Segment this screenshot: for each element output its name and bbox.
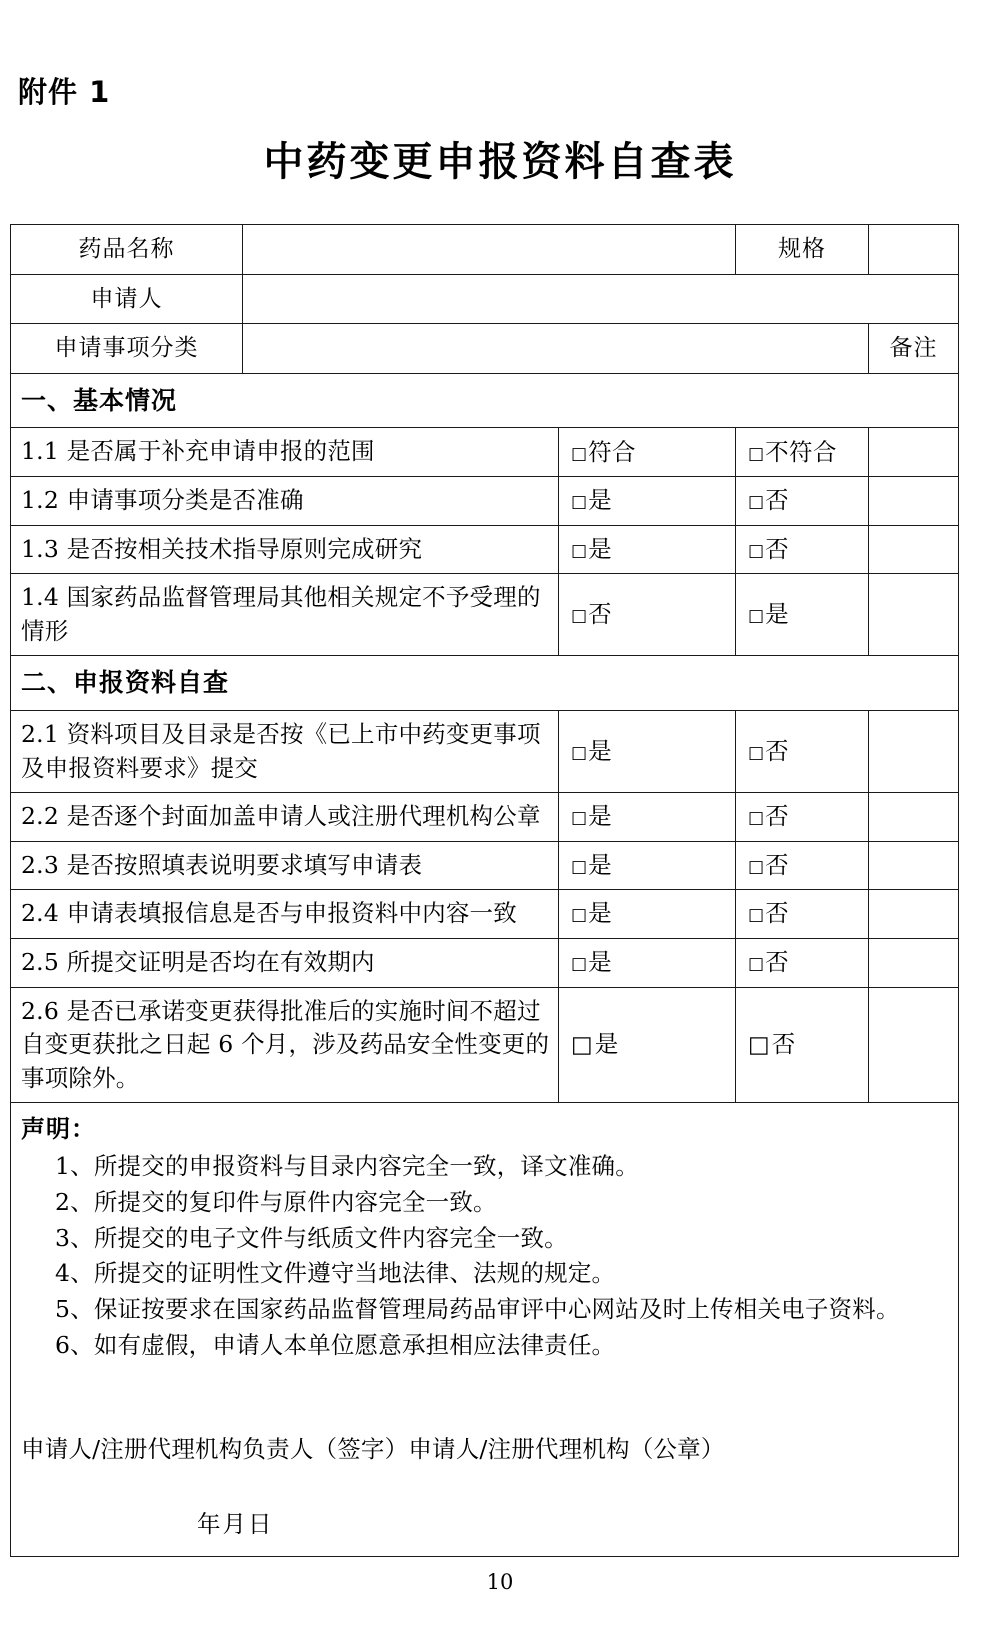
remark-cell-2-6[interactable] (869, 987, 959, 1103)
checkbox-icon[interactable]: □ (748, 540, 766, 561)
spec-value (869, 227, 958, 272)
option-b-cell-2-6[interactable] (736, 987, 869, 1103)
remark-value (869, 795, 958, 840)
option-b-label: 不符合 (765, 437, 838, 466)
question-text: 2.4 申请表填报信息是否与申报资料中内容一致 (21, 899, 517, 928)
applicant-value (243, 277, 958, 322)
table-row-question (11, 525, 959, 574)
table-row-question (11, 938, 959, 987)
option-b-label: 否 (765, 486, 790, 515)
option-a-cell-2-3[interactable] (559, 841, 736, 890)
remark-value (869, 940, 958, 985)
checkbox-icon[interactable]: □ (748, 606, 766, 627)
option-a (559, 477, 735, 524)
declaration-title: 声明： (21, 1115, 96, 1144)
question-text: 1.3 是否按相关技术指导原则完成研究 (21, 534, 423, 563)
option-a-label: 是 (588, 948, 613, 977)
option-b-cell-2-3[interactable] (736, 841, 869, 890)
drug-name-label-cell (11, 225, 243, 275)
question-text: 2.1 资料项目及目录是否按《已上市中药变更事项及申报资料要求》提交 (21, 719, 541, 782)
option-b (736, 939, 868, 986)
remark-value (869, 843, 958, 888)
question-cell-2-1 (11, 710, 559, 792)
option-a-label: 是 (588, 736, 613, 765)
option-a (559, 429, 735, 476)
remark-header-cell (869, 324, 959, 374)
option-a-label: 是 (588, 850, 613, 879)
table-row-question (11, 477, 959, 526)
remark-value (869, 527, 958, 572)
category-value (243, 326, 868, 371)
category-label-cell (11, 324, 243, 374)
checkbox-icon[interactable]: □ (571, 856, 589, 877)
declaration-item: 2、所提交的复印件与原件内容完全一致。 (55, 1188, 497, 1216)
signature-line[interactable]: 申请人/注册代理机构负责人（签字）申请人/注册代理机构（公章） (21, 1434, 725, 1463)
self-inspection-form-table (10, 224, 959, 1557)
drug-name-value-cell[interactable] (243, 225, 736, 275)
declaration-list (21, 1149, 948, 1363)
page-title: 中药变更申报资料自查表 (263, 138, 737, 185)
option-a (559, 793, 735, 840)
option-b-label: 否 (765, 948, 790, 977)
option-a-cell-1-2[interactable] (559, 477, 736, 526)
table-row-question (11, 710, 959, 792)
table-row-question (11, 890, 959, 939)
drug-name-value (243, 227, 735, 272)
applicant-label-cell (11, 274, 243, 324)
attachment-label: 附件 1 (18, 75, 111, 109)
signature-spacer (21, 1364, 948, 1426)
option-b-cell-2-4[interactable] (736, 890, 869, 939)
category-value-cell[interactable] (243, 324, 869, 374)
declaration-item: 5、保证按要求在国家药品监督管理局药品审评中心网站及时上传相关电子资料。 (55, 1295, 900, 1324)
page-number: 10 (486, 1570, 514, 1594)
option-a (559, 1021, 735, 1069)
remark-cell-2-3[interactable] (869, 841, 959, 890)
option-a (559, 842, 735, 889)
option-a-cell-2-2[interactable] (559, 793, 736, 842)
option-b-label: 否 (765, 899, 790, 928)
option-a-cell-2-4[interactable] (559, 890, 736, 939)
table-row-question (11, 841, 959, 890)
option-b-label: 否 (771, 1030, 796, 1059)
option-b (736, 890, 868, 937)
option-b (736, 728, 868, 775)
option-a-label: 是 (588, 899, 613, 928)
declaration-block (11, 1103, 958, 1556)
option-b (736, 842, 868, 889)
category-label: 申请事项分类 (54, 335, 199, 362)
option-b (736, 591, 868, 638)
remark-cell-2-2[interactable] (869, 793, 959, 842)
option-a-cell-2-6[interactable] (559, 987, 736, 1103)
drug-name-label: 药品名称 (78, 236, 175, 262)
remark-cell-1-4[interactable] (869, 574, 959, 656)
option-b-label: 否 (765, 534, 790, 563)
question-cell-2-5 (11, 938, 559, 987)
question-cell-2-6 (11, 987, 559, 1103)
section-2-heading-cell (11, 656, 959, 711)
checkbox-icon[interactable]: □ (571, 492, 589, 513)
table-row-drug-name (11, 225, 959, 275)
option-b-cell-1-4[interactable] (736, 574, 869, 656)
remark-value (869, 593, 958, 638)
option-b-cell-2-2[interactable] (736, 793, 869, 842)
checkbox-icon[interactable]: □ (748, 1032, 772, 1059)
option-b-cell-1-1[interactable] (736, 428, 869, 477)
remark-value (869, 430, 958, 475)
option-a-cell-2-1[interactable] (559, 710, 736, 792)
option-a (559, 526, 735, 573)
declaration-item: 6、如有虚假，申请人本单位愿意承担相应法律责任。 (55, 1330, 616, 1359)
option-b (736, 477, 868, 524)
option-a-cell-2-5[interactable] (559, 938, 736, 987)
section-1-heading: 一、基本情况 (21, 385, 178, 415)
remark-value (869, 729, 958, 774)
question-cell-1-2 (11, 477, 559, 526)
option-a-label: 否 (588, 600, 613, 629)
option-a-label: 符合 (588, 437, 637, 466)
option-b-label: 否 (765, 850, 790, 879)
table-row-question (11, 793, 959, 842)
checkbox-icon[interactable]: □ (748, 808, 766, 829)
checkbox-icon[interactable]: □ (748, 742, 766, 763)
checkbox-icon[interactable]: □ (571, 443, 589, 464)
question-text: 1.2 申请事项分类是否准确 (21, 486, 304, 515)
section-heading-row-2 (11, 656, 959, 711)
option-b-label: 否 (765, 736, 790, 765)
checkbox-icon[interactable]: □ (571, 742, 589, 763)
section-heading-row-1 (11, 373, 959, 428)
option-a (559, 890, 735, 937)
option-a-cell-1-1[interactable] (559, 428, 736, 477)
option-b-cell-2-5[interactable] (736, 938, 869, 987)
option-b (736, 793, 868, 840)
option-b-cell-2-1[interactable] (736, 710, 869, 792)
option-b (736, 429, 868, 476)
checkbox-icon[interactable]: □ (571, 1032, 595, 1059)
remark-cell-2-4[interactable] (869, 890, 959, 939)
table-row-category (11, 324, 959, 374)
date-line[interactable]: 年月日 (197, 1509, 274, 1538)
option-a-label: 是 (594, 1030, 619, 1059)
remark-cell-1-2[interactable] (869, 477, 959, 526)
checkbox-icon[interactable]: □ (748, 954, 766, 975)
table-row-applicant (11, 274, 959, 324)
option-b-label: 是 (765, 600, 790, 629)
option-a-cell-1-4[interactable] (559, 574, 736, 656)
option-b (736, 526, 868, 573)
question-text: 1.4 国家药品监督管理局其他相关规定不予受理的情形 (21, 583, 541, 645)
spec-label: 规格 (778, 236, 826, 262)
spec-value-cell[interactable] (869, 225, 959, 275)
checkbox-icon[interactable]: □ (571, 954, 589, 975)
question-cell-1-4 (11, 574, 559, 656)
table-row-question (11, 987, 959, 1103)
section-1-heading-cell (11, 373, 959, 428)
question-text: 2.3 是否按照填表说明要求填写申请表 (21, 850, 423, 879)
spec-label-cell (736, 225, 869, 275)
remark-cell-1-3[interactable] (869, 525, 959, 574)
option-a-label: 是 (588, 534, 613, 563)
remark-value (869, 1023, 958, 1068)
checkbox-icon[interactable]: □ (748, 492, 766, 513)
option-a-label: 是 (588, 802, 613, 831)
checkbox-icon[interactable]: □ (571, 606, 589, 627)
remark-cell-1-1[interactable] (869, 428, 959, 477)
question-cell-2-2 (11, 793, 559, 842)
question-text: 1.1 是否属于补充申请申报的范围 (21, 437, 375, 466)
remark-cell-2-1[interactable] (869, 710, 959, 792)
checkbox-icon[interactable]: □ (748, 856, 766, 877)
checkbox-icon[interactable]: □ (571, 808, 589, 829)
checkbox-icon[interactable]: □ (571, 905, 589, 926)
option-b-label: 否 (765, 802, 790, 831)
declaration-row (11, 1103, 959, 1557)
option-a (559, 939, 735, 986)
applicant-value-cell[interactable] (243, 274, 959, 324)
question-text: 2.2 是否逐个封面加盖申请人或注册代理机构公章 (21, 802, 541, 831)
remark-cell-2-5[interactable] (869, 938, 959, 987)
applicant-label: 申请人 (90, 285, 163, 312)
table-row-question (11, 574, 959, 656)
question-text: 2.5 所提交证明是否均在有效期内 (21, 947, 375, 976)
option-a-cell-1-3[interactable] (559, 525, 736, 574)
declaration-item: 3、所提交的电子文件与纸质文件内容完全一致。 (55, 1223, 568, 1252)
option-b-cell-1-3[interactable] (736, 525, 869, 574)
remark-label: 备注 (889, 335, 938, 362)
checkbox-icon[interactable]: □ (748, 905, 766, 926)
option-a (559, 591, 735, 638)
question-cell-1-3 (11, 525, 559, 574)
option-a-label: 是 (588, 486, 613, 515)
question-cell-2-4 (11, 890, 559, 939)
remark-value (869, 892, 958, 937)
remark-value (869, 479, 958, 524)
declaration-cell (11, 1103, 959, 1557)
question-text: 2.6 是否已承诺变更获得批准后的实施时间不超过自变更获批之日起 6 个月，涉及药品安全性变更的事项除外。 (21, 996, 550, 1092)
option-b (736, 1021, 868, 1069)
question-cell-2-3 (11, 841, 559, 890)
section-2-heading: 二、申报资料自查 (21, 668, 230, 698)
checkbox-icon[interactable]: □ (748, 443, 766, 464)
declaration-item: 1、所提交的申报资料与目录内容完全一致，译文准确。 (55, 1152, 639, 1181)
checkbox-icon[interactable]: □ (571, 540, 589, 561)
option-b-cell-1-2[interactable] (736, 477, 869, 526)
declaration-item: 4、所提交的证明性文件遵守当地法律、法规的规定。 (55, 1259, 616, 1288)
question-cell-1-1 (11, 428, 559, 477)
option-a (559, 728, 735, 775)
table-row-question (11, 428, 959, 477)
